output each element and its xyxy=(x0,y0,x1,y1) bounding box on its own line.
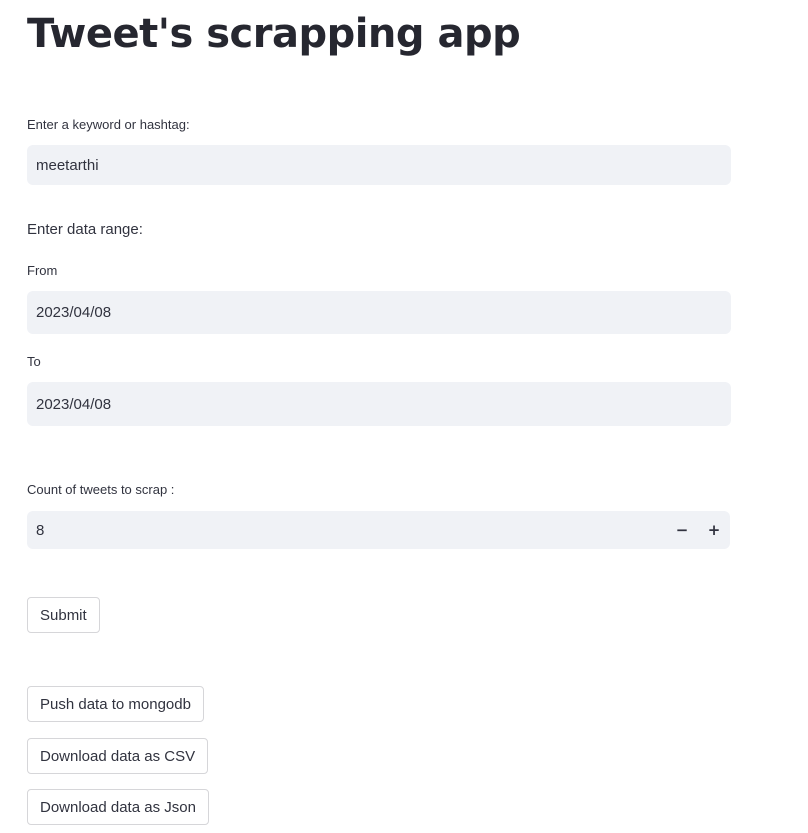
plus-icon: + xyxy=(707,521,721,539)
download-csv-button[interactable]: Download data as CSV xyxy=(27,738,208,774)
decrement-button[interactable] xyxy=(666,511,698,549)
download-json-button[interactable]: Download data as Json xyxy=(27,789,209,825)
keyword-label: Enter a keyword or hashtag: xyxy=(27,117,190,132)
count-stepper xyxy=(27,511,730,549)
keyword-input[interactable] xyxy=(36,157,722,174)
count-label: Count of tweets to scrap : xyxy=(27,482,175,497)
date-range-heading: Enter data range: xyxy=(27,221,143,238)
push-mongodb-button[interactable]: Push data to mongodb xyxy=(27,686,204,722)
minus-icon: − xyxy=(675,521,689,539)
to-date-input[interactable] xyxy=(36,396,722,413)
from-date-container xyxy=(27,291,731,334)
keyword-field-container xyxy=(27,145,731,185)
count-input[interactable] xyxy=(27,522,666,539)
to-label: To xyxy=(27,354,41,369)
from-label: From xyxy=(27,263,58,278)
page-title: Tweet's scrapping app xyxy=(27,11,521,57)
submit-button[interactable]: Submit xyxy=(27,597,100,633)
from-date-input[interactable] xyxy=(36,304,722,321)
to-date-container xyxy=(27,382,731,426)
increment-button[interactable] xyxy=(698,511,730,549)
